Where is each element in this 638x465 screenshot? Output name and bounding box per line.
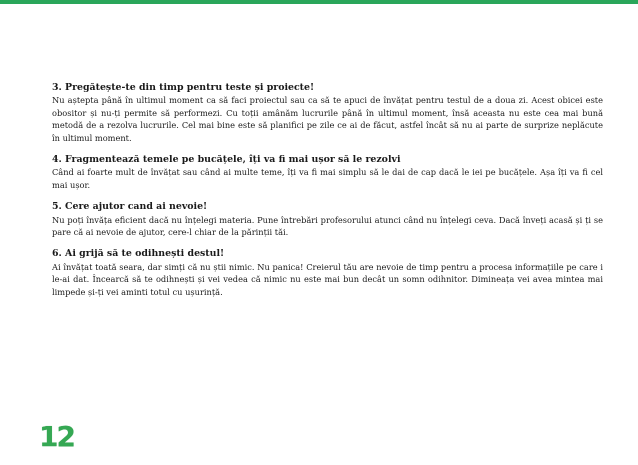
- section-heading: 6. Ai grijă să te odihnești destul!: [52, 248, 225, 260]
- section-body: Ai învățat toată seara, dar simți că nu știi nimic. Nu panica! Creierul tău are nevoie de timp pentru a procesa informațiile pe care i le-ai dat. Încearcă să te odihnești și vei vedea că nimic nu este mai bun decât un somn odihnitor. Dimineața vei avea mintea mai limpede și-ți vei aminti totul cu ușurință.: [52, 261, 603, 297]
- section-body: Nu aștepta până în ultimul moment ca să faci proiectul sau ca să te apuci de învățat pentru testul de a doua zi. Acest obicei este obositor și nu-ți permite să performezi. Cu toții amânăm lucrurile până în ultimul moment, însă aceasta nu este cea mai bună metodă de a rezolva lucrurile. Cel mai bine este să planifici pe zile ce ai de făcut, astfel încât să nu ai parte de surprize neplăcute în ultimul moment.: [52, 95, 603, 143]
- content-area: [52, 82, 603, 308]
- section-body: Când ai foarte mult de învățat sau când ai multe teme, îți va fi mai simplu să le dai de cap dacă le iei pe bucățele. Așa îți va fi cel mai ușor.: [52, 167, 603, 190]
- section-3: [52, 82, 603, 144]
- section-heading: 4. Fragmentează temele pe bucățele, îți va fi mai ușor să le rezolvi: [52, 154, 401, 166]
- section-5: [52, 201, 603, 238]
- section-heading: 3. Pregătește-te din timp pentru teste și proiecte!: [52, 82, 315, 93]
- page-number: 12: [39, 420, 74, 453]
- top-accent-bar: [0, 0, 638, 4]
- section-6: [52, 248, 603, 298]
- section-body: Nu poți învăța eficient dacă nu înțelegi materia. Pune întrebări profesorului atunci când nu înțelegi ceva. Dacă înveți acasă și ți se pare că ai nevoie de ajutor, cere-l chiar de la părinții tăi.: [52, 214, 603, 238]
- section-heading: 5. Cere ajutor cand ai nevoie!: [52, 201, 208, 213]
- section-4: [52, 154, 603, 191]
